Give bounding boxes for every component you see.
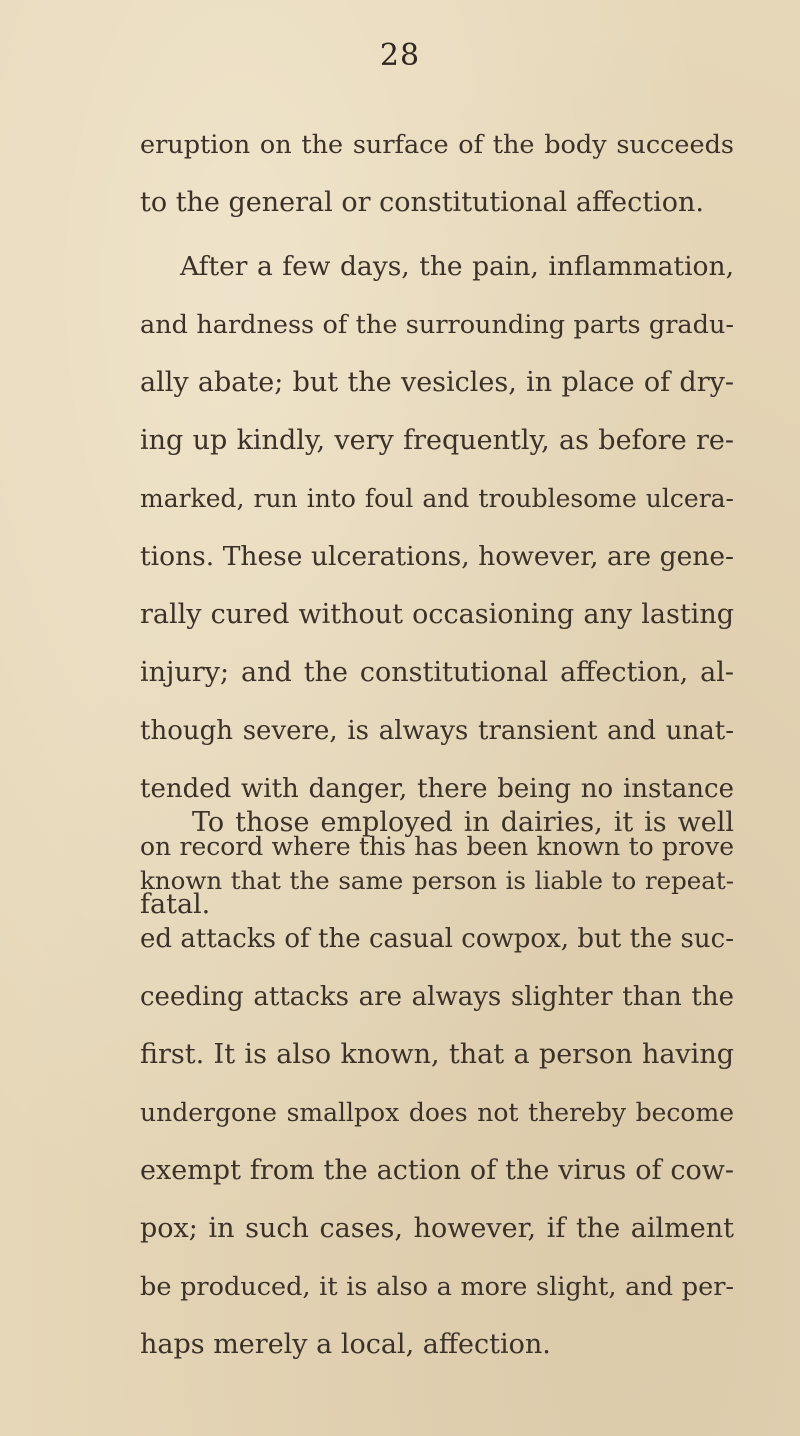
paragraph-line: After a few days, the pain, inflammation, [180,251,734,282]
paragraph-line: eruption on the surface of the body succeeds [140,130,734,160]
paragraph-line: exempt from the action of the virus of cow- [140,1155,734,1186]
paragraph-3 [140,794,734,1374]
paragraph-1 [140,116,734,232]
paragraph-line: to the general or constitutional affection. [140,187,704,218]
paragraph-line: and hardness of the surrounding parts gradu- [140,310,734,340]
paragraph-line: To those employed in dairies, it is well [192,807,734,838]
paragraph-line: ceeding attacks are always slighter than the [140,982,734,1012]
paragraph-line: pox; in such cases, however, if the ailment [140,1213,734,1244]
paragraph-line: ed attacks of the casual cowpox, but the suc- [140,924,734,954]
paragraph-line: known that the same person is liable to repeat- [140,866,734,895]
paragraph-line: first. It is also known, that a person having [140,1039,734,1070]
paragraph-line: haps merely a local, affection. [140,1329,551,1360]
paragraph-line: undergone smallpox does not thereby become [140,1098,734,1127]
paragraph-line: marked, run into foul and troublesome ulcera- [140,484,734,513]
page-number: 28 [379,38,421,73]
paragraph-line: rally cured without occasioning any lasting [140,599,734,630]
paragraph-line: on record where this has been known to prove [140,832,734,861]
paragraph-line: fatal. [140,889,211,920]
paragraph-line: be produced, it is also a more slight, and per- [140,1272,734,1302]
paragraph-line: though severe, is always transient and unat- [140,716,734,746]
paragraph-line: tions. These ulcerations, however, are gene- [140,541,734,572]
paragraph-line: ally abate; but the vesicles, in place of dry- [140,367,734,398]
paragraph-line: ing up kindly, very frequently, as before re- [140,425,734,456]
paragraph-line: tended with danger, there being no instance [140,774,734,804]
paragraph-line: injury; and the constitutional affection, al- [140,657,734,688]
